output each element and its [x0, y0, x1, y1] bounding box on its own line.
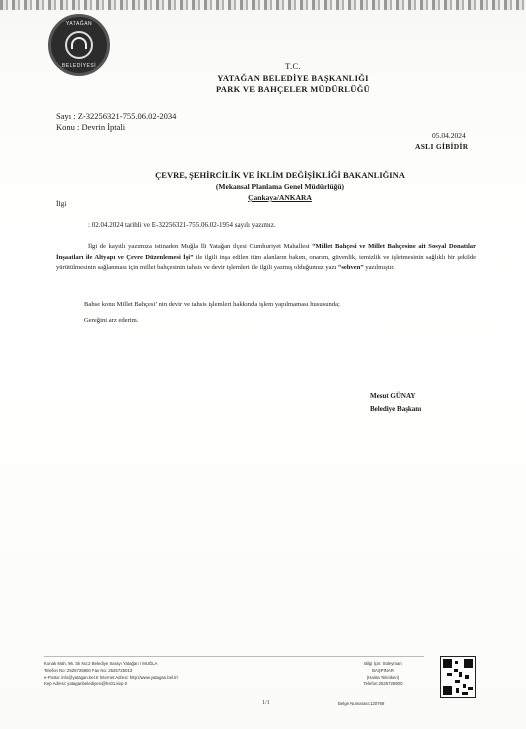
info-line-3: (Harita Teknikeri) — [366, 674, 400, 680]
sayi-label: Sayı : — [56, 111, 76, 121]
asli-gibidir-stamp: ASLI GİBİDİR — [415, 142, 469, 151]
footer-email[interactable]: e-Posta: info@yatagan.bel.tr İnternet Adresi: http://www.yatagan.bel.tr/ — [44, 674, 179, 680]
footer-kep: Kep Adresi: yataganbelediyesi@hs01.kep.tr — [44, 681, 128, 687]
p1-intro: İlgi de kayıtlı yazımıza istinaden Muğla İli Yatağan ilçesi Cumhuriyet Mahallesi — [88, 243, 313, 250]
p1-end: yazılmıştır. — [363, 264, 395, 271]
signer-name: Mesut GÜNAY — [370, 392, 416, 400]
header-department: PARK VE BAHÇELER MÜDÜRLÜĞÜ — [215, 84, 371, 94]
p1-sehven: “sehven” — [338, 264, 364, 271]
signer-title: Belediye Başkanı — [370, 405, 422, 413]
konu-label: Konu : — [56, 122, 80, 132]
logo-text-bottom: BELEDİYESİ — [61, 63, 97, 69]
footer-phone: Telefon No: 2525725900 Fax No: 2525725013 — [44, 667, 133, 673]
konu-value: Devrin İptali — [81, 122, 126, 132]
recipient-city: Çankaya/ANKARA — [248, 193, 312, 202]
footer-address: Konak Mah. 96. Sk No:2 Belediye Sarayı Yatağan / MUĞLA — [44, 661, 158, 666]
ilgi-label: İlgi — [56, 199, 67, 208]
page-number: 1/1 — [262, 700, 270, 706]
info-line-1: Bilgi İçin: Süleyman — [364, 661, 402, 666]
logo-arch-icon — [71, 37, 87, 49]
info-line-4: Telefon:2525725900 — [363, 681, 403, 687]
ilgi-text: : 02.04.2024 tarihli ve E-32256321-755.06.02-1954 sayılı yazımız. — [88, 221, 276, 229]
recipient-ministry: ÇEVRE, ŞEHİRCİLİK VE İKLİM DEĞİŞİKLİĞİ BAKANLIĞINA — [155, 170, 405, 180]
sayi-row — [56, 111, 176, 122]
qr-code-icon — [440, 656, 476, 698]
body-paragraph-3: Gereğini arz ederim. — [84, 317, 139, 324]
header-municipality: YATAĞAN BELEDİYE BAŞKANLIĞI — [217, 73, 369, 83]
recipient-directorate: (Mekansal Planlama Genel Müdürlüğü) — [215, 182, 345, 191]
sayi-value: Z-32256321-755.06.02-2034 — [77, 111, 177, 121]
logo-text-top: YATAĞAN — [65, 21, 93, 27]
header-tc: T.C. — [285, 61, 301, 71]
body-paragraph-1 — [56, 242, 476, 274]
p1-middle: ile ilgili inşa edilen tüm alanların bakım, onarım, güvenlik, temizlik ve işletmesinin sağlıklı bir şekilde yürütülmesinin sağlanması için millet bahçesinin tahsis ve devir işlemleri ile ilgili yazmış olduğumuz yazı — [56, 253, 476, 271]
document-date: 05.04.2024 — [432, 131, 466, 140]
footer-divider — [44, 656, 424, 657]
info-line-2: BAŞPINAR — [372, 667, 394, 673]
scan-edge — [0, 0, 526, 10]
body-paragraph-2: Bahse konu Millet Bahçesi’ nin devir ve tahsis işlemleri hakkında işlem yapılmaması hususunda; — [84, 301, 340, 308]
footer-contact — [44, 661, 284, 688]
konu-row — [56, 122, 125, 133]
document-number: Belge Numarası:120768 — [338, 701, 385, 706]
footer-info — [343, 661, 423, 688]
p1-project-name: “Millet Bahçesi ve Millet Bahçesine ait Sosyal Donatılar İnşaatları ile Altyapı ve Çevre Düzenlemesi İşi” — [56, 243, 476, 261]
